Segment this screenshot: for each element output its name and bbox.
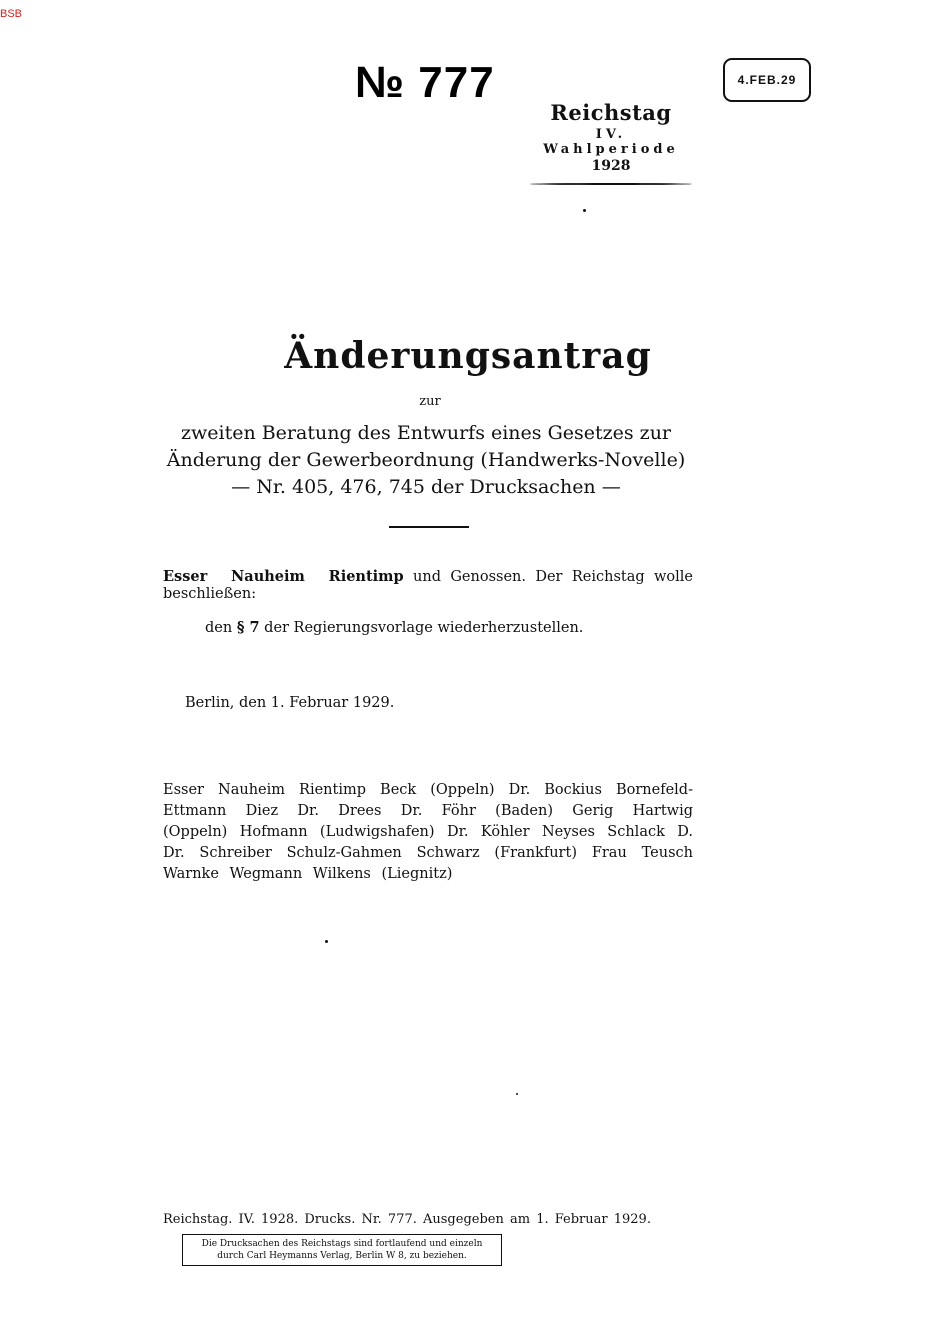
motion-proposers: Esser Nauheim Rientimp xyxy=(163,568,404,585)
institution-name: Reichstag xyxy=(550,100,672,125)
publisher-notice-line: Die Drucksachen des Reichstags sind fortlaufend und einzeln xyxy=(201,1239,483,1249)
header-rule xyxy=(530,183,692,185)
session-year: 1928 xyxy=(591,158,631,174)
place-and-date: Berlin, den 1. Februar 1929. xyxy=(185,695,395,711)
document-subject: zweiten Beratung des Entwurfs eines Gesetzes zur Änderung der Gewerbeordnung (Handwerks-Novelle) — Nr. 405, 476, 745 der Drucksachen — xyxy=(166,422,686,498)
document-number: № 777 xyxy=(355,58,495,107)
publisher-notice-line: durch Carl Heymanns Verlag, Berlin W 8, zu beziehen. xyxy=(217,1251,467,1261)
resolution-text xyxy=(205,619,583,636)
document-title: Änderungsantrag xyxy=(284,335,652,377)
signatories-list: Esser Nauheim Rientimp Beck (Oppeln) Dr. Bockius Bornefeld-Ettmann Diez Dr. Drees Dr. Föhr (Baden) Gerig Hartwig (Oppeln) Hofmann (Ludwigshafen) Dr. Köhler Neyses Schlack D. Dr. Schreiber Schulz-Gahmen Schwarz (Frankfurt) Frau Teusch Warnke Wegmann Wilkens (Liegnitz) xyxy=(163,782,693,882)
section-divider xyxy=(389,526,469,528)
title-preposition: zur xyxy=(419,394,441,409)
publisher-notice xyxy=(182,1234,502,1266)
print-speck xyxy=(516,1093,518,1095)
motion-intro: und Genossen. Der Reichstag wolle beschließen: xyxy=(163,569,693,602)
library-watermark: BSB xyxy=(0,8,23,20)
print-speck xyxy=(325,940,328,943)
resolution-prefix: den xyxy=(205,620,233,636)
paragraph-reference: § 7 xyxy=(236,619,260,636)
motion-paragraph xyxy=(163,568,693,603)
legislative-period: IV. Wahlperiode xyxy=(543,127,679,157)
resolution-suffix: der Regierungsvorlage wiederherzustellen. xyxy=(264,620,584,636)
receipt-stamp-text: 4.FEB.29 xyxy=(737,73,797,87)
footer-citation: Reichstag. IV. 1928. Drucks. Nr. 777. Ausgegeben am 1. Februar 1929. xyxy=(163,1212,651,1227)
print-speck xyxy=(583,209,586,212)
reichstag-header xyxy=(526,100,696,185)
receipt-stamp xyxy=(723,58,811,102)
